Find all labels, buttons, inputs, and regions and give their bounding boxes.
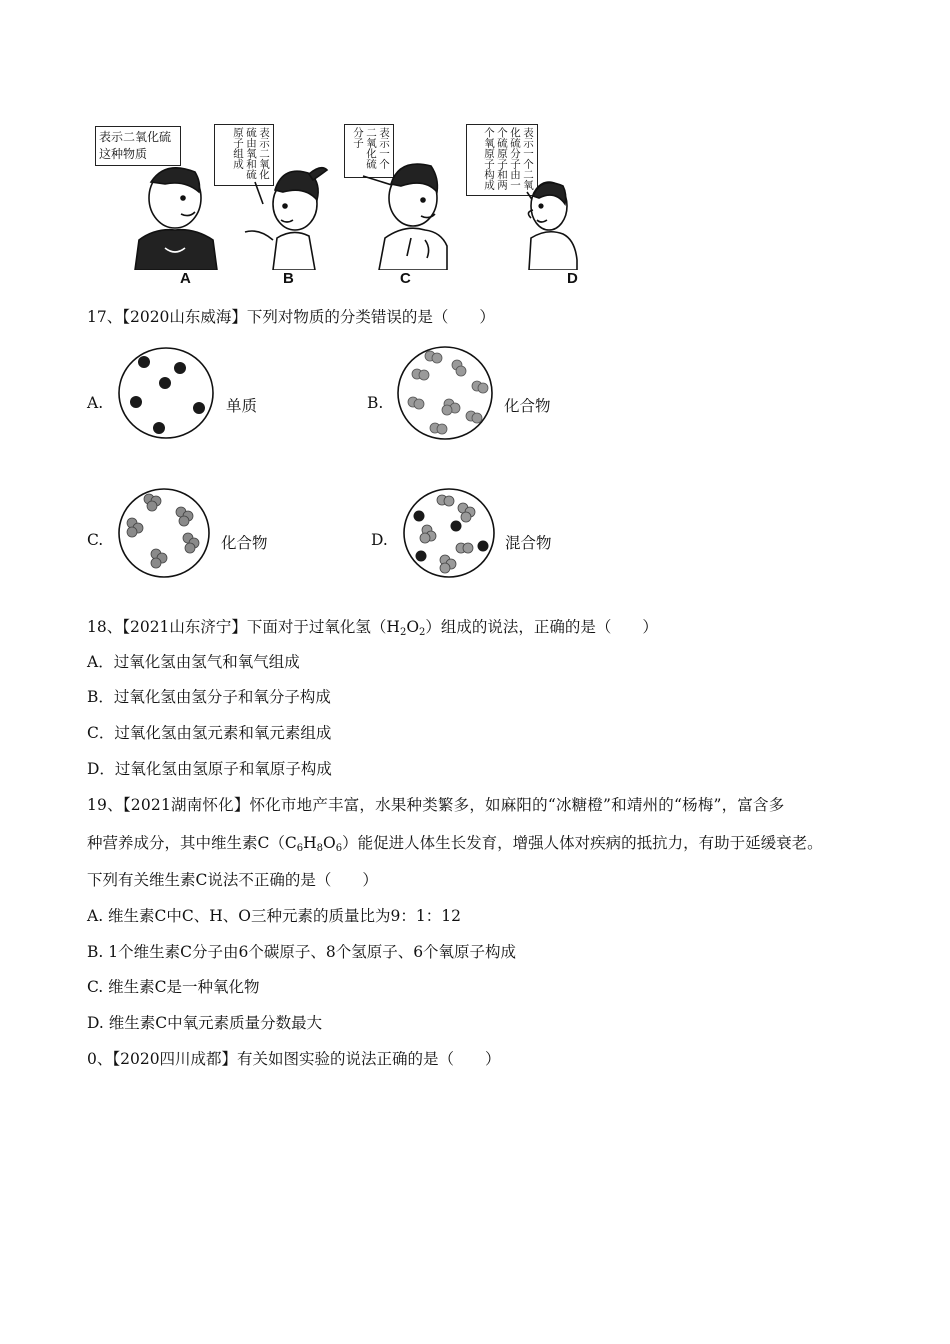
q18-stem-suffix: ）组成的说法，正确的是（ ） [425,618,658,636]
q19-line2-sub2: 8 [316,843,324,854]
person-c-icon [379,164,447,270]
person-a-icon [135,168,217,270]
q17-option-a-word: 单质 [226,397,258,415]
speech-bubble-c-text: 表示一个二氧化硫分子 [352,127,390,169]
q17-option-b-diagram [395,344,495,442]
q17-option-a-diagram [116,345,216,441]
q19-line2-sub1: 6 [296,843,304,854]
q17-option-d-letter: D. [371,531,388,549]
q17-option-c-word: 化合物 [221,534,268,552]
q17-option-c-diagram [116,486,212,580]
question-19-line-1: 19、【2021湖南怀化】怀化市地产丰富，水果种类繁多，如麻阳的“冰糖橙”和靖州的“杨梅”，富含多 [87,796,785,814]
q19-line2-sub3: 6 [335,843,343,854]
q19-option-c: C. 维生素C是一种氧化物 [87,978,260,996]
person-b-icon [245,168,327,270]
q19-option-d: D. 维生素C中氧元素质量分数最大 [87,1014,323,1032]
question-20-stem: 0、【2020四川成都】有关如图实验的说法正确的是（ ） [87,1050,501,1068]
q17-option-a-letter: A. [87,394,104,412]
q18-stem-sub2: 2 [419,627,426,638]
q19-line2-prefix: 种营养成分，其中维生素C（C [87,834,297,852]
q18-stem-prefix: 18、【2021山东济宁】下面对于过氧化氢（H [87,618,400,636]
q18-stem-mid: O [406,618,420,636]
question-18-stem [87,617,658,643]
speech-bubble-d-text: 表示一个二氧化硫分子由一个硫原子和两个氧原子构成 [483,127,534,190]
person-label-c: C [400,270,411,287]
q18-option-b: B．过氧化氢由氢分子和氧分子构成 [87,688,331,706]
q19-line2-h: H [303,834,317,852]
q19-option-a: A. 维生素C中C、H、O三种元素的质量比为9：1：12 [87,907,461,925]
q17-option-c-letter: C. [87,531,104,549]
q17-option-b-letter: B. [367,394,384,412]
q18-option-d: D．过氧化氢由氢原子和氧原子构成 [87,760,332,778]
question-19-line-2 [87,833,823,859]
q18-option-a: A．过氧化氢由氢气和氧气组成 [87,653,300,671]
person-d-icon [528,182,577,270]
question-19-line-3: 下列有关维生素C说法不正确的是（ ） [87,871,378,889]
person-label-d: D [567,270,578,287]
q17-option-d-word: 混合物 [505,534,552,552]
q19-option-b: B. 1个维生素C分子由6个碳原子、8个氢原子、6个氧原子构成 [87,943,517,961]
speech-bubble-a-text: 表示二氧化硫这种物质 [99,130,172,161]
q18-stem-sub1: 2 [399,627,407,638]
q19-line2-o: O [323,834,336,852]
speech-bubble-b-text: 表示二氧化硫由氧和硫原子组成 [232,127,270,180]
cartoon-people-illustration [95,120,615,270]
q18-option-c: C．过氧化氢由氢元素和氧元素组成 [87,724,332,742]
q17-option-d-diagram [401,486,497,580]
q19-line2-suffix: ）能促进人体生长发育，增强人体对疾病的抵抗力，有助于延缓衰老。 [342,834,823,852]
person-label-a: A [180,270,191,287]
q17-option-b-word: 化合物 [504,397,551,415]
question-17-stem: 17、【2020山东威海】下列对物质的分类错误的是（ ） [87,308,495,326]
person-label-b: B [283,270,294,287]
